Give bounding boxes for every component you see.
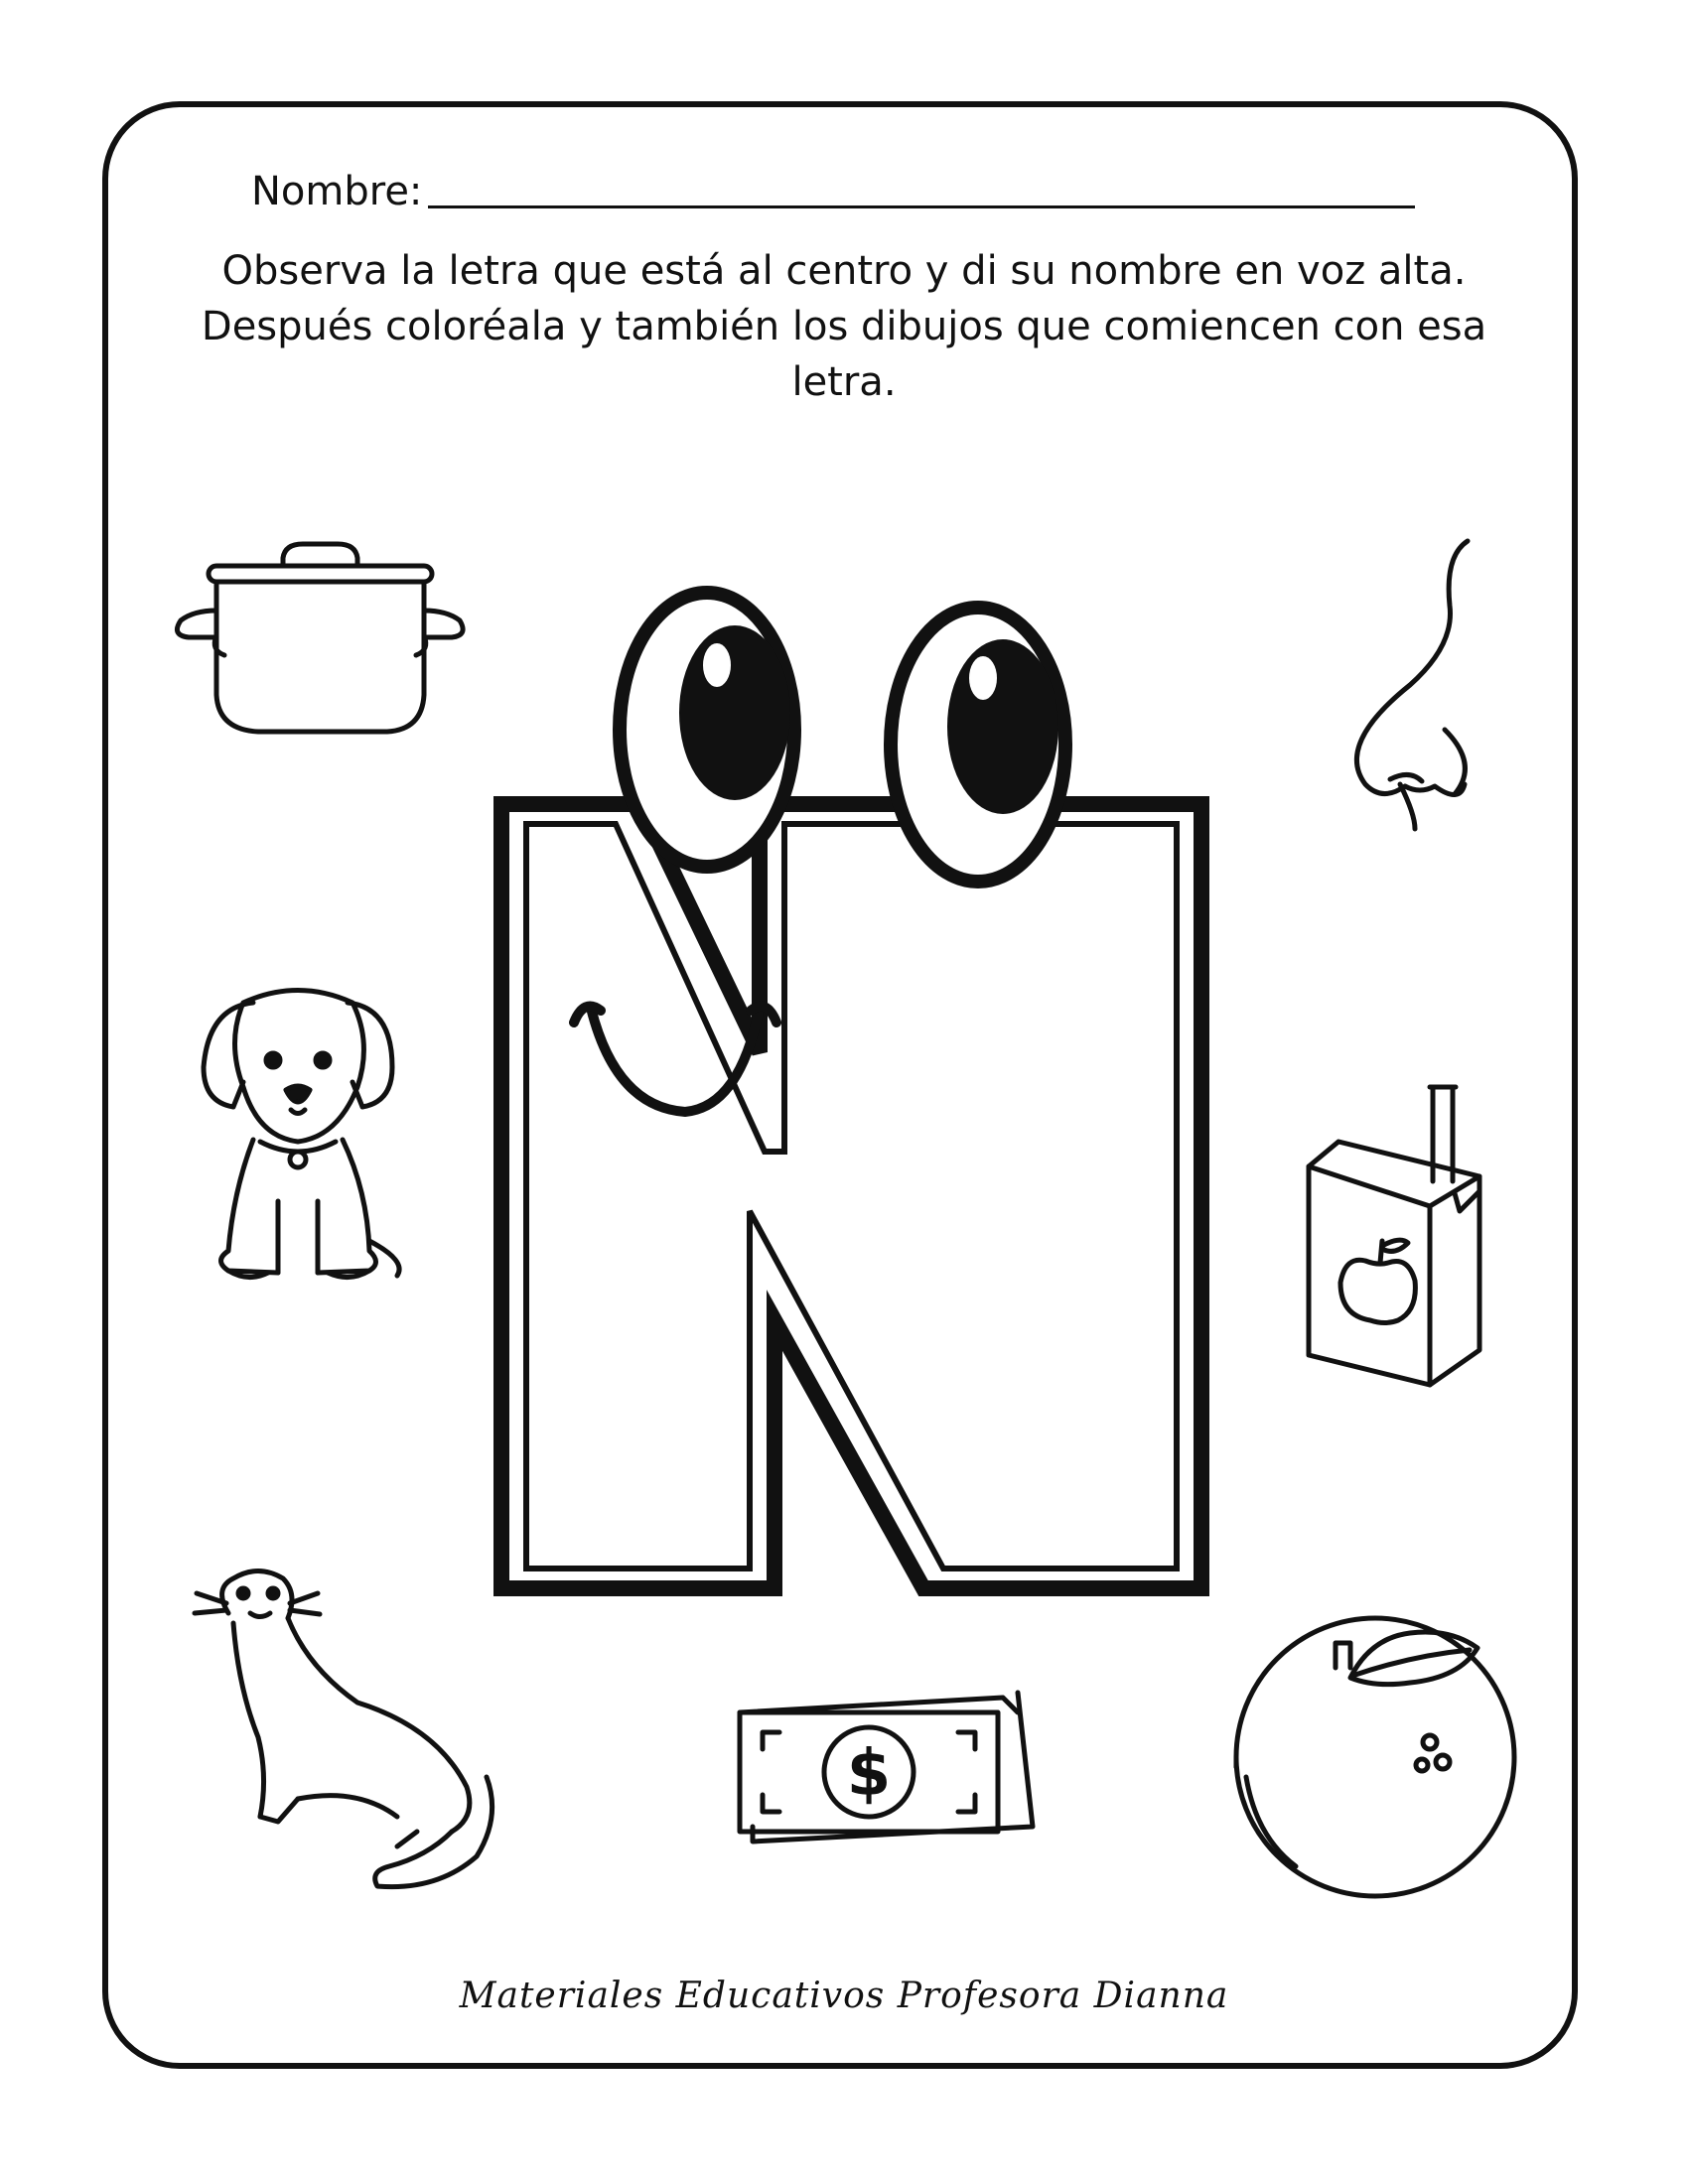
left-eye — [620, 593, 794, 867]
central-letter-n — [501, 593, 1201, 1588]
money-symbol: $ — [846, 1737, 892, 1811]
footer-credit: Materiales Educativos Profesora Dianna — [459, 1976, 1229, 2016]
orange-icon — [1236, 1618, 1514, 1896]
instructions: Observa la letra que está al centro y di su nombre en voz alta. Después coloréala y también los dibujos que comiencen con esa letra. — [201, 248, 1487, 405]
right-eye — [891, 608, 1065, 882]
juice-box-icon — [1309, 1087, 1479, 1385]
name-label: Nombre: — [251, 169, 423, 214]
otter-icon — [195, 1571, 492, 1887]
nose-icon — [1356, 541, 1468, 829]
puppy-icon — [204, 991, 399, 1278]
pot-icon — [177, 544, 463, 732]
